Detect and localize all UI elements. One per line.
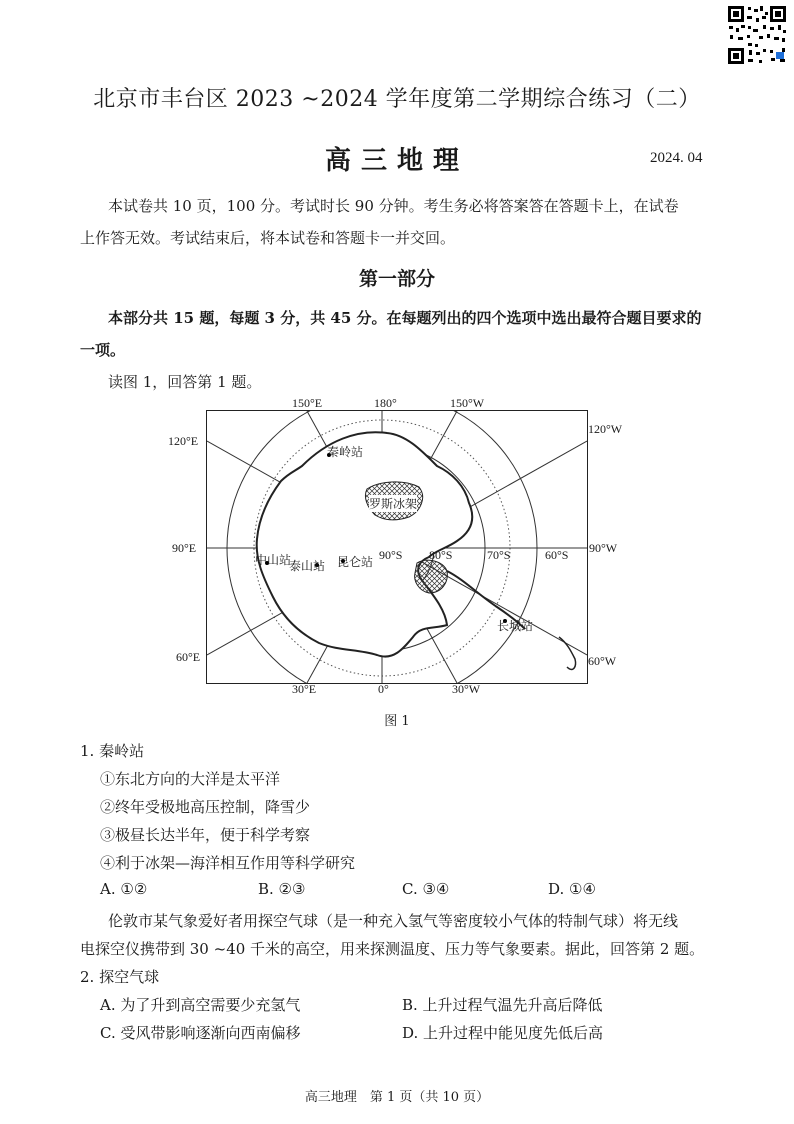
q2-context-line-2: 电探空仪携带到 30 ~40 千米的高空，用来探测温度、压力等气象要素。据此，回答第 2 题。 bbox=[80, 940, 705, 958]
lon-label-0: 0° bbox=[378, 682, 389, 696]
section-instruction-2: 一项。 bbox=[80, 341, 126, 359]
lat-label-70s: 70°S bbox=[487, 548, 511, 562]
lon-label-150w: 150°W bbox=[450, 396, 485, 410]
subject-title: 高三地理 bbox=[324, 146, 469, 176]
q1-statement-1: ①东北方向的大洋是太平洋 bbox=[100, 770, 281, 788]
antarctica-map bbox=[206, 410, 588, 684]
lon-label-180: 180° bbox=[374, 396, 397, 410]
lat-label-90s: 90°S bbox=[379, 548, 403, 562]
lat-label-60s: 60°S bbox=[545, 548, 569, 562]
figure-caption: 图 1 bbox=[384, 714, 410, 729]
q1-statement-3: ③极昼长达半年，便于科学考察 bbox=[100, 826, 311, 844]
station-label-kunlun: 昆仑站 bbox=[337, 555, 374, 569]
q1-stem: 1. 秦岭站 bbox=[80, 742, 145, 760]
q1-option-c[interactable]: C. ③④ bbox=[402, 880, 450, 898]
lon-label-30e: 30°E bbox=[292, 682, 317, 696]
q1-option-b[interactable]: B. ②③ bbox=[258, 880, 306, 898]
section-instruction-1: 本部分共 15 题，每题 3 分，共 45 分。在每题列出的四个选项中选出最符合题目要求的 bbox=[108, 309, 702, 327]
q2-option-c[interactable]: C. 受风带影响逐渐向西南偏移 bbox=[100, 1024, 301, 1042]
station-label-changcheng: 长城站 bbox=[497, 619, 534, 633]
map-graphic bbox=[207, 411, 587, 683]
intro-line-2: 上作答无效。考试结束后，将本试卷和答题卡一并交回。 bbox=[80, 229, 456, 247]
q2-option-b[interactable]: B. 上升过程气温先升高后降低 bbox=[402, 996, 603, 1014]
station-label-zhongshan: 中山站 bbox=[255, 553, 292, 567]
exam-date: 2024. 04 bbox=[650, 150, 703, 166]
lon-label-30w: 30°W bbox=[452, 682, 481, 696]
q1-statement-4: ④利于冰架—海洋相互作用等科学研究 bbox=[100, 854, 356, 872]
q2-option-d[interactable]: D. 上升过程中能见度先低后高 bbox=[402, 1024, 604, 1042]
lon-label-90w: 90°W bbox=[589, 541, 618, 555]
q2-context-line-1: 伦敦市某气象爱好者用探空气球（是一种充入氢气等密度较小气体的特制气球）将无线 bbox=[108, 912, 679, 930]
q1-option-a[interactable]: A. ①② bbox=[100, 880, 148, 898]
lon-label-120e: 120°E bbox=[168, 434, 199, 448]
qr-code-icon bbox=[726, 4, 788, 66]
lat-label-80s: 80°S bbox=[429, 548, 453, 562]
exam-title: 北京市丰台区 2023 ~2024 学年度第二学期综合练习（二） bbox=[93, 87, 701, 112]
q1-option-d[interactable]: D. ①④ bbox=[548, 880, 596, 898]
lon-label-150e: 150°E bbox=[292, 396, 323, 410]
lon-label-60e: 60°E bbox=[176, 650, 201, 664]
page-footer: 高三地理 第 1 页（共 10 页） bbox=[304, 1090, 490, 1105]
q2-stem: 2. 探空气球 bbox=[80, 968, 160, 986]
intro-line-1: 本试卷共 10 页，100 分。考试时长 90 分钟。考生务必将答案答在答题卡上，在试卷 bbox=[108, 197, 679, 215]
ice-shelf-label: 罗斯冰架 bbox=[369, 497, 418, 511]
lon-label-90e: 90°E bbox=[172, 541, 197, 555]
read-prompt: 读图 1，回答第 1 题。 bbox=[108, 373, 262, 391]
section-title: 第一部分 bbox=[358, 268, 435, 290]
qr-badge bbox=[776, 52, 784, 59]
q2-option-a[interactable]: A. 为了升到高空需要少充氢气 bbox=[100, 996, 301, 1014]
station-label-qinling: 秦岭站 bbox=[327, 445, 364, 459]
station-label-taishan: 泰山站 bbox=[289, 559, 326, 573]
lon-label-60w: 60°W bbox=[588, 654, 617, 668]
q1-statement-2: ②终年受极地高压控制，降雪少 bbox=[100, 798, 311, 816]
lon-label-120w: 120°W bbox=[588, 422, 623, 436]
